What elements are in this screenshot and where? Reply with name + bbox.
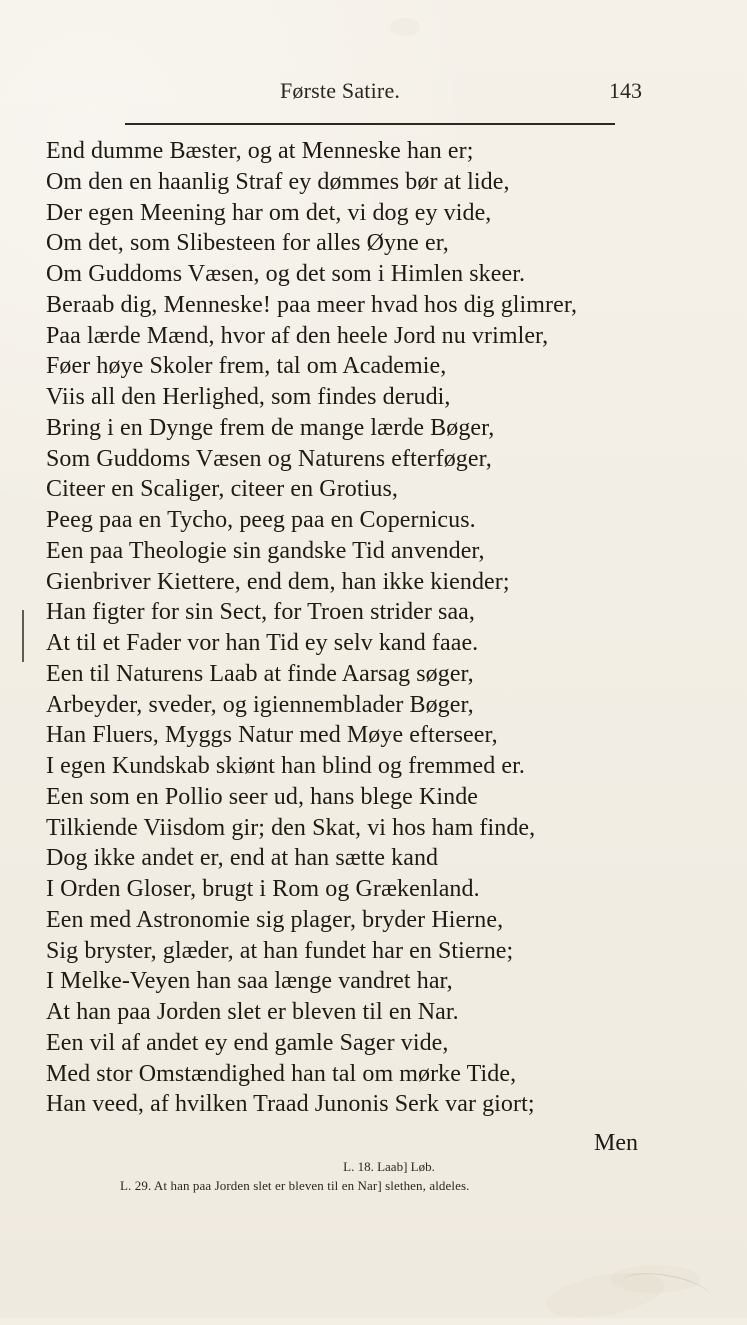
footnotes	[120, 1158, 620, 1196]
poem-line: Føer høye Skoler frem, tal om Academie,	[46, 353, 447, 380]
poem-line: At til et Fader vor han Tid ey selv kand faae.	[46, 630, 479, 656]
poem-line: Sig bryster, glæder, at han fundet har en Stierne;	[46, 937, 514, 964]
header-rule	[125, 123, 615, 125]
poem-line: Med stor Omstændighed han tal om mørke Tide,	[46, 1060, 517, 1087]
poem-line: Een vil af andet ey end gamle Sager vide,	[46, 1029, 449, 1056]
poem-line: Tilkiende Viisdom gir; den Skat, vi hos ham finde,	[46, 814, 536, 841]
poem-line: Om den en haanlig Straf ey dømmes bør at lide,	[46, 168, 510, 195]
poem-line: Som Guddoms Væsen og Naturens efterføger,	[46, 445, 492, 472]
poem-line: End dumme Bæster, og at Menneske han er;	[46, 138, 474, 164]
poem-line: Dog ikke andet er, end at han sætte kand	[46, 845, 439, 872]
running-head: Første Satire.	[280, 78, 401, 103]
poem-line: I Melke-Veyen han saa længe vandret har,	[46, 968, 453, 995]
poem-line: Viis all den Herlighed, som findes derudi,	[46, 384, 451, 410]
catchword: Men	[594, 1130, 638, 1156]
poem-line: Om det, som Slibesteen for alles Øyne er,	[46, 230, 449, 257]
poem-line: Om Guddoms Væsen, og det som i Himlen skeer.	[46, 261, 526, 287]
poem-line: Paa lærde Mænd, hvor af den heele Jord nu vrimler,	[46, 322, 549, 349]
poem-line: I Orden Gloser, brugt i Rom og Grækenland.	[46, 876, 480, 902]
poem-line: Een paa Theologie sin gandske Tid anvender,	[46, 537, 485, 564]
poem-line: Bring i en Dynge frem de mange lærde Bøger,	[46, 414, 495, 441]
poem-line: I egen Kundskab skiønt han blind og fremmed er.	[46, 753, 525, 779]
page-header	[122, 78, 644, 112]
poem-line: Een til Naturens Laab at finde Aarsag søger,	[46, 660, 474, 687]
paper-stain	[390, 18, 420, 36]
poem-line: Citeer en Scaliger, citeer en Grotius,	[46, 476, 398, 503]
poem-line: Peeg paa en Tycho, peeg paa en Copernicus.	[46, 507, 476, 533]
poem-line: Han figter for sin Sect, for Troen strider saa,	[46, 599, 475, 626]
poem-line: Een som en Pollio seer ud, hans blege Kinde	[46, 783, 479, 810]
poem-line: Han veed, af hvilken Traad Junonis Serk var giort;	[46, 1091, 535, 1118]
margin-mark	[22, 610, 24, 662]
poem-line: At han paa Jorden slet er bleven til en Nar.	[46, 999, 459, 1025]
page-number: 143	[609, 78, 642, 103]
poem-line: Han Fluers, Myggs Natur med Møye efterseer,	[46, 722, 498, 749]
poem-line: Arbeyder, sveder, og igiennemblader Bøger,	[46, 691, 474, 718]
poem-line: Een med Astronomie sig plager, bryder Hierne,	[46, 906, 504, 933]
footnote-line-18: L. 18. Laab] Løb.	[343, 1159, 435, 1174]
poem-line: Gienbriver Kiettere, end dem, han ikke kiender;	[46, 568, 510, 595]
poem-line: Beraab dig, Menneske! paa meer hvad hos dig glimrer,	[46, 291, 578, 318]
poem-line: Der egen Meening har om det, vi dog ey vide,	[46, 199, 492, 226]
footnote-line-29: L. 29. At han paa Jorden slet er bleven til en Nar] slethen, aldeles.	[120, 1178, 470, 1193]
poem-text	[46, 136, 650, 1120]
